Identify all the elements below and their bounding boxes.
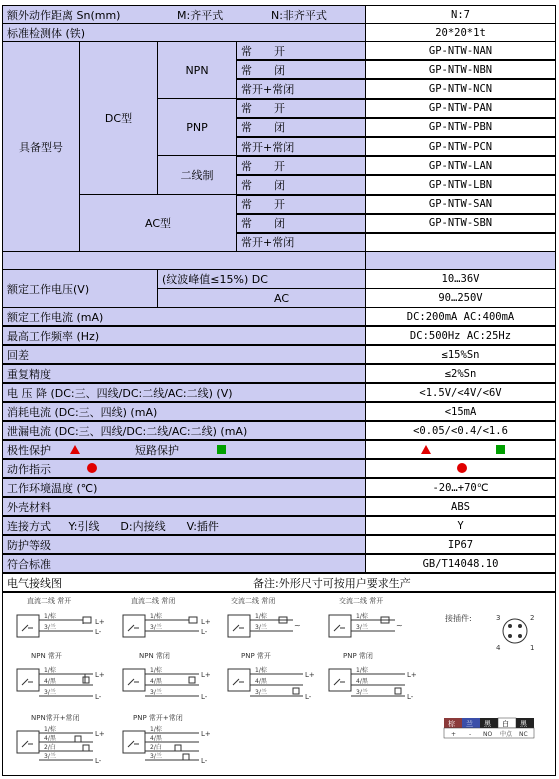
std-target-label: 标准检测体 (铁) bbox=[2, 23, 366, 42]
spec-label: 外壳材料 bbox=[2, 497, 366, 516]
terminal-label: L- bbox=[95, 693, 102, 701]
wire-label: 4/黑 bbox=[150, 735, 162, 742]
action-cell bbox=[2, 459, 366, 478]
pin-label: 2 bbox=[530, 614, 535, 622]
short-green-square-icon bbox=[496, 445, 505, 454]
wire-label: 1/棕 bbox=[150, 667, 162, 674]
wire-label: 1/棕 bbox=[150, 613, 162, 620]
spec-value: ≤15%Sn bbox=[365, 345, 556, 364]
spec-value: <0.05/<0.4/<1.6 bbox=[365, 421, 556, 440]
model-row bbox=[236, 195, 556, 214]
model-row bbox=[236, 175, 556, 194]
wire-label: 4/黑 bbox=[356, 678, 368, 685]
model-row bbox=[236, 137, 556, 156]
model-type: 常开+常闭 bbox=[236, 137, 366, 156]
legend-label: 白 bbox=[502, 720, 509, 728]
wire-label: 3/兰 bbox=[44, 753, 56, 760]
diagram-dc2-nc bbox=[123, 596, 211, 637]
spacer-right bbox=[365, 251, 556, 270]
spec-row bbox=[2, 402, 556, 421]
wire-label: 3/兰 bbox=[255, 624, 267, 631]
diagram-pnp-no bbox=[228, 651, 315, 701]
legend-sub: NC bbox=[519, 731, 528, 738]
legend-sub: NO bbox=[483, 731, 493, 738]
terminal-label: L- bbox=[305, 693, 312, 701]
spec-label: 消耗电流 (DC:三、四线) (mA) bbox=[2, 402, 366, 421]
terminal-label: L+ bbox=[305, 671, 315, 679]
distance-value: N:7 bbox=[365, 5, 556, 24]
action-label: 动作指示 bbox=[7, 462, 51, 476]
model-type: 常 开 bbox=[236, 41, 366, 60]
spec-label: 额定工作电流 (mA) bbox=[2, 307, 366, 326]
legend-label: 兰 bbox=[466, 720, 473, 728]
spec-label: 最高工作频率 (Hz) bbox=[2, 326, 366, 345]
models-block bbox=[2, 41, 556, 252]
terminal-label: L+ bbox=[201, 671, 211, 679]
wiring-diagram-svg bbox=[3, 593, 555, 775]
protection-cell bbox=[2, 440, 366, 459]
wire-label: 1/棕 bbox=[150, 726, 162, 733]
diagram-ac2-nc bbox=[228, 596, 301, 637]
diagram-npn-both bbox=[17, 713, 105, 765]
wire-label: 1/棕 bbox=[44, 726, 56, 733]
terminal-label: L- bbox=[407, 693, 414, 701]
terminal-label: L- bbox=[201, 628, 208, 636]
voltage-row bbox=[2, 269, 556, 308]
model-code: GP-NTW-PCN bbox=[365, 137, 556, 156]
polarity-red-triangle-icon bbox=[421, 445, 431, 454]
terminal-label: L- bbox=[201, 757, 208, 765]
spec-row bbox=[2, 516, 556, 535]
legend-sub: - bbox=[469, 731, 472, 738]
voltage-ac-value: 90…250V bbox=[365, 288, 556, 308]
diagram-npn-nc bbox=[123, 651, 211, 701]
spec-row bbox=[2, 383, 556, 402]
spec-row bbox=[2, 478, 556, 497]
wire-label: 4/黑 bbox=[255, 678, 267, 685]
ac-symbol: ~ bbox=[294, 621, 301, 630]
model-code: GP-NTW-PAN bbox=[365, 99, 556, 118]
wiring-label: 电气接线图 bbox=[7, 576, 62, 590]
wiring-title-row bbox=[2, 573, 556, 592]
model-code bbox=[365, 233, 556, 252]
spec-label: 重复精度 bbox=[2, 364, 366, 383]
voltage-ac: AC bbox=[157, 288, 366, 308]
model-code: GP-NTW-NBN bbox=[365, 60, 556, 79]
wire-label: 3/兰 bbox=[44, 624, 56, 631]
spacer-row bbox=[2, 251, 556, 270]
spec-value: DC:200mA AC:400mA bbox=[365, 307, 556, 326]
diagram-title: 直流二线 常开 bbox=[27, 597, 72, 605]
short-green-square-icon bbox=[217, 445, 226, 454]
model-type: 常 闭 bbox=[236, 175, 366, 194]
legend-label: 黑 bbox=[520, 720, 527, 728]
model-code: GP-NTW-LAN bbox=[365, 156, 556, 175]
wire-label: 3/兰 bbox=[356, 689, 368, 696]
spec-value: ABS bbox=[365, 497, 556, 516]
spec-row bbox=[2, 535, 556, 554]
diagram-title: 交流二线 常开 bbox=[339, 597, 384, 605]
spec-value: <1.5V/<4V/<6V bbox=[365, 383, 556, 402]
polarity-label: 极性保护 bbox=[7, 443, 51, 457]
model-row bbox=[236, 118, 556, 137]
terminal-label: L- bbox=[201, 693, 208, 701]
pin-label: 3 bbox=[496, 614, 501, 622]
dc-label: DC型 bbox=[79, 41, 158, 195]
model-code: GP-NTW-PBN bbox=[365, 118, 556, 137]
voltage-dc-value: 10…36V bbox=[365, 269, 556, 289]
model-rows bbox=[236, 41, 556, 252]
models-label: 具备型号 bbox=[2, 41, 80, 252]
wiring-note: 备注:外形尺寸可按用户要求生产 bbox=[253, 576, 411, 590]
wiring-diagram bbox=[2, 592, 556, 776]
model-type: 常 开 bbox=[236, 156, 366, 175]
spec-row bbox=[2, 345, 556, 364]
model-code: GP-NTW-LBN bbox=[365, 175, 556, 194]
spec-label: 工作环境温度 (℃) bbox=[2, 478, 366, 497]
legend-sub: + bbox=[451, 731, 457, 738]
std-target-value: 20*20*1t bbox=[365, 23, 556, 42]
model-code: GP-NTW-NAN bbox=[365, 41, 556, 60]
diagram-npn-no bbox=[17, 651, 105, 701]
protection-row bbox=[2, 440, 556, 459]
diagram-title: PNP 常开+常闭 bbox=[133, 714, 183, 722]
model-type: 常开+常闭 bbox=[236, 79, 366, 98]
wire-label: 3/兰 bbox=[255, 689, 267, 696]
diagram-title: 交流二线 常闭 bbox=[231, 597, 276, 605]
wire-label: 4/黑 bbox=[44, 735, 56, 742]
distance-label: 额外动作距离 Sn(mm) bbox=[7, 8, 121, 22]
wire-label: 2/白 bbox=[150, 744, 162, 751]
wire-label: 3/兰 bbox=[150, 753, 162, 760]
model-row bbox=[236, 233, 556, 252]
model-type: 常 闭 bbox=[236, 118, 366, 137]
spec-value: DC:500Hz AC:25Hz bbox=[365, 326, 556, 345]
terminal-label: L+ bbox=[201, 618, 211, 626]
diagram-pnp-both bbox=[123, 713, 211, 765]
model-row bbox=[236, 156, 556, 175]
diagram-title: PNP 常开 bbox=[241, 652, 271, 660]
spec-label: 防护等级 bbox=[2, 535, 366, 554]
spec-value: ≤2%Sn bbox=[365, 364, 556, 383]
std-target-row bbox=[2, 23, 556, 42]
model-row bbox=[236, 99, 556, 118]
model-type: 常 闭 bbox=[236, 60, 366, 79]
spec-value: GB/T14048.10 bbox=[365, 554, 556, 573]
wire-label: 3/兰 bbox=[44, 689, 56, 696]
wiring-title-cell bbox=[2, 573, 556, 592]
diagram-pnp-nc bbox=[329, 651, 417, 701]
legend-label: 黑 bbox=[484, 720, 491, 728]
diagram-title: NPN常开+常闭 bbox=[31, 714, 80, 722]
model-row bbox=[236, 60, 556, 79]
twowire-label: 二线制 bbox=[157, 155, 237, 195]
spec-value: Y bbox=[365, 516, 556, 535]
spec-value: -20…+70℃ bbox=[365, 478, 556, 497]
spec-label: 连接方式 Y:引线 D:内接线 V:插件 bbox=[2, 516, 366, 535]
wire-label: 2/白 bbox=[44, 744, 56, 751]
ac-label: AC型 bbox=[79, 194, 237, 252]
model-type: 常 开 bbox=[236, 195, 366, 214]
terminal-label: L+ bbox=[95, 730, 105, 738]
diagram-title: 直流二线 常闭 bbox=[131, 597, 176, 605]
wire-label: 1/棕 bbox=[44, 667, 56, 674]
action-row bbox=[2, 459, 556, 478]
spec-row bbox=[2, 326, 556, 345]
spacer-left bbox=[2, 251, 366, 270]
pin-label: 1 bbox=[530, 644, 535, 652]
spec-row bbox=[2, 364, 556, 383]
spec-row bbox=[2, 421, 556, 440]
wire-label: 1/棕 bbox=[255, 613, 267, 620]
wire-label: 4/黑 bbox=[150, 678, 162, 685]
connector-label: 接插件: bbox=[445, 614, 472, 623]
polarity-red-triangle-icon bbox=[70, 445, 80, 454]
terminal-label: L+ bbox=[95, 618, 105, 626]
wire-label: 4/黑 bbox=[44, 678, 56, 685]
short-label: 短路保护 bbox=[135, 443, 179, 457]
nonflush-label: N:非齐平式 bbox=[271, 8, 327, 22]
model-code: GP-NTW-SAN bbox=[365, 195, 556, 214]
terminal-label: L- bbox=[95, 628, 102, 636]
terminal-label: L+ bbox=[95, 671, 105, 679]
wire-label: 1/棕 bbox=[356, 613, 368, 620]
model-code: GP-NTW-SBN bbox=[365, 214, 556, 233]
pnp-label: PNP bbox=[157, 98, 237, 156]
spec-row bbox=[2, 497, 556, 516]
terminal-label: L+ bbox=[201, 730, 211, 738]
spec-value: IP67 bbox=[365, 535, 556, 554]
npn-label: NPN bbox=[157, 41, 237, 99]
wire-label: 1/棕 bbox=[255, 667, 267, 674]
model-type: 常开+常闭 bbox=[236, 233, 366, 252]
header-row bbox=[2, 5, 556, 24]
diagram-ac2-no bbox=[329, 596, 403, 637]
wire-label: 1/棕 bbox=[356, 667, 368, 674]
diagram-title: NPN 常开 bbox=[31, 652, 62, 660]
ac-symbol: ~ bbox=[396, 621, 403, 630]
spec-row bbox=[2, 554, 556, 573]
pin-label: 4 bbox=[496, 644, 501, 652]
diagram-title: PNP 常闭 bbox=[343, 652, 373, 660]
legend-sub: 中点 bbox=[500, 731, 513, 738]
protection-value-cell bbox=[365, 440, 556, 459]
model-row bbox=[236, 41, 556, 60]
flush-label: M:齐平式 bbox=[177, 8, 224, 22]
action-red-dot-icon bbox=[457, 463, 467, 473]
voltage-label: 额定工作电压(V) bbox=[2, 269, 158, 308]
specs-block bbox=[2, 307, 556, 592]
wire-label: 3/兰 bbox=[150, 624, 162, 631]
model-type: 常 闭 bbox=[236, 214, 366, 233]
diagram-dc2-no bbox=[17, 596, 105, 637]
voltage-ripple: (纹波峰值≤15%) DC bbox=[157, 269, 366, 289]
connector-diagram bbox=[445, 613, 534, 652]
spec-label: 电 压 降 (DC:三、四线/DC:二线/AC:二线) (V) bbox=[2, 383, 366, 402]
model-row bbox=[236, 214, 556, 233]
model-type: 常 开 bbox=[236, 99, 366, 118]
model-row bbox=[236, 79, 556, 98]
wire-label: 1/棕 bbox=[44, 613, 56, 620]
diagram-title: NPN 常闭 bbox=[139, 652, 170, 660]
wire-label: 3/兰 bbox=[150, 689, 162, 696]
spec-value: <15mA bbox=[365, 402, 556, 421]
header-cell bbox=[2, 5, 366, 24]
wire-label: 3/兰 bbox=[356, 624, 368, 631]
terminal-label: L- bbox=[95, 757, 102, 765]
spec-label: 符合标准 bbox=[2, 554, 366, 573]
spec-label: 回差 bbox=[2, 345, 366, 364]
wire-color-legend bbox=[444, 718, 534, 738]
action-red-dot-icon bbox=[87, 463, 97, 473]
action-value-cell bbox=[365, 459, 556, 478]
model-code: GP-NTW-NCN bbox=[365, 79, 556, 98]
legend-label: 棕 bbox=[448, 720, 455, 728]
terminal-label: L+ bbox=[407, 671, 417, 679]
spec-row bbox=[2, 307, 556, 326]
spec-label: 泄漏电流 (DC:三、四线/DC:二线/AC:二线) (mA) bbox=[2, 421, 366, 440]
